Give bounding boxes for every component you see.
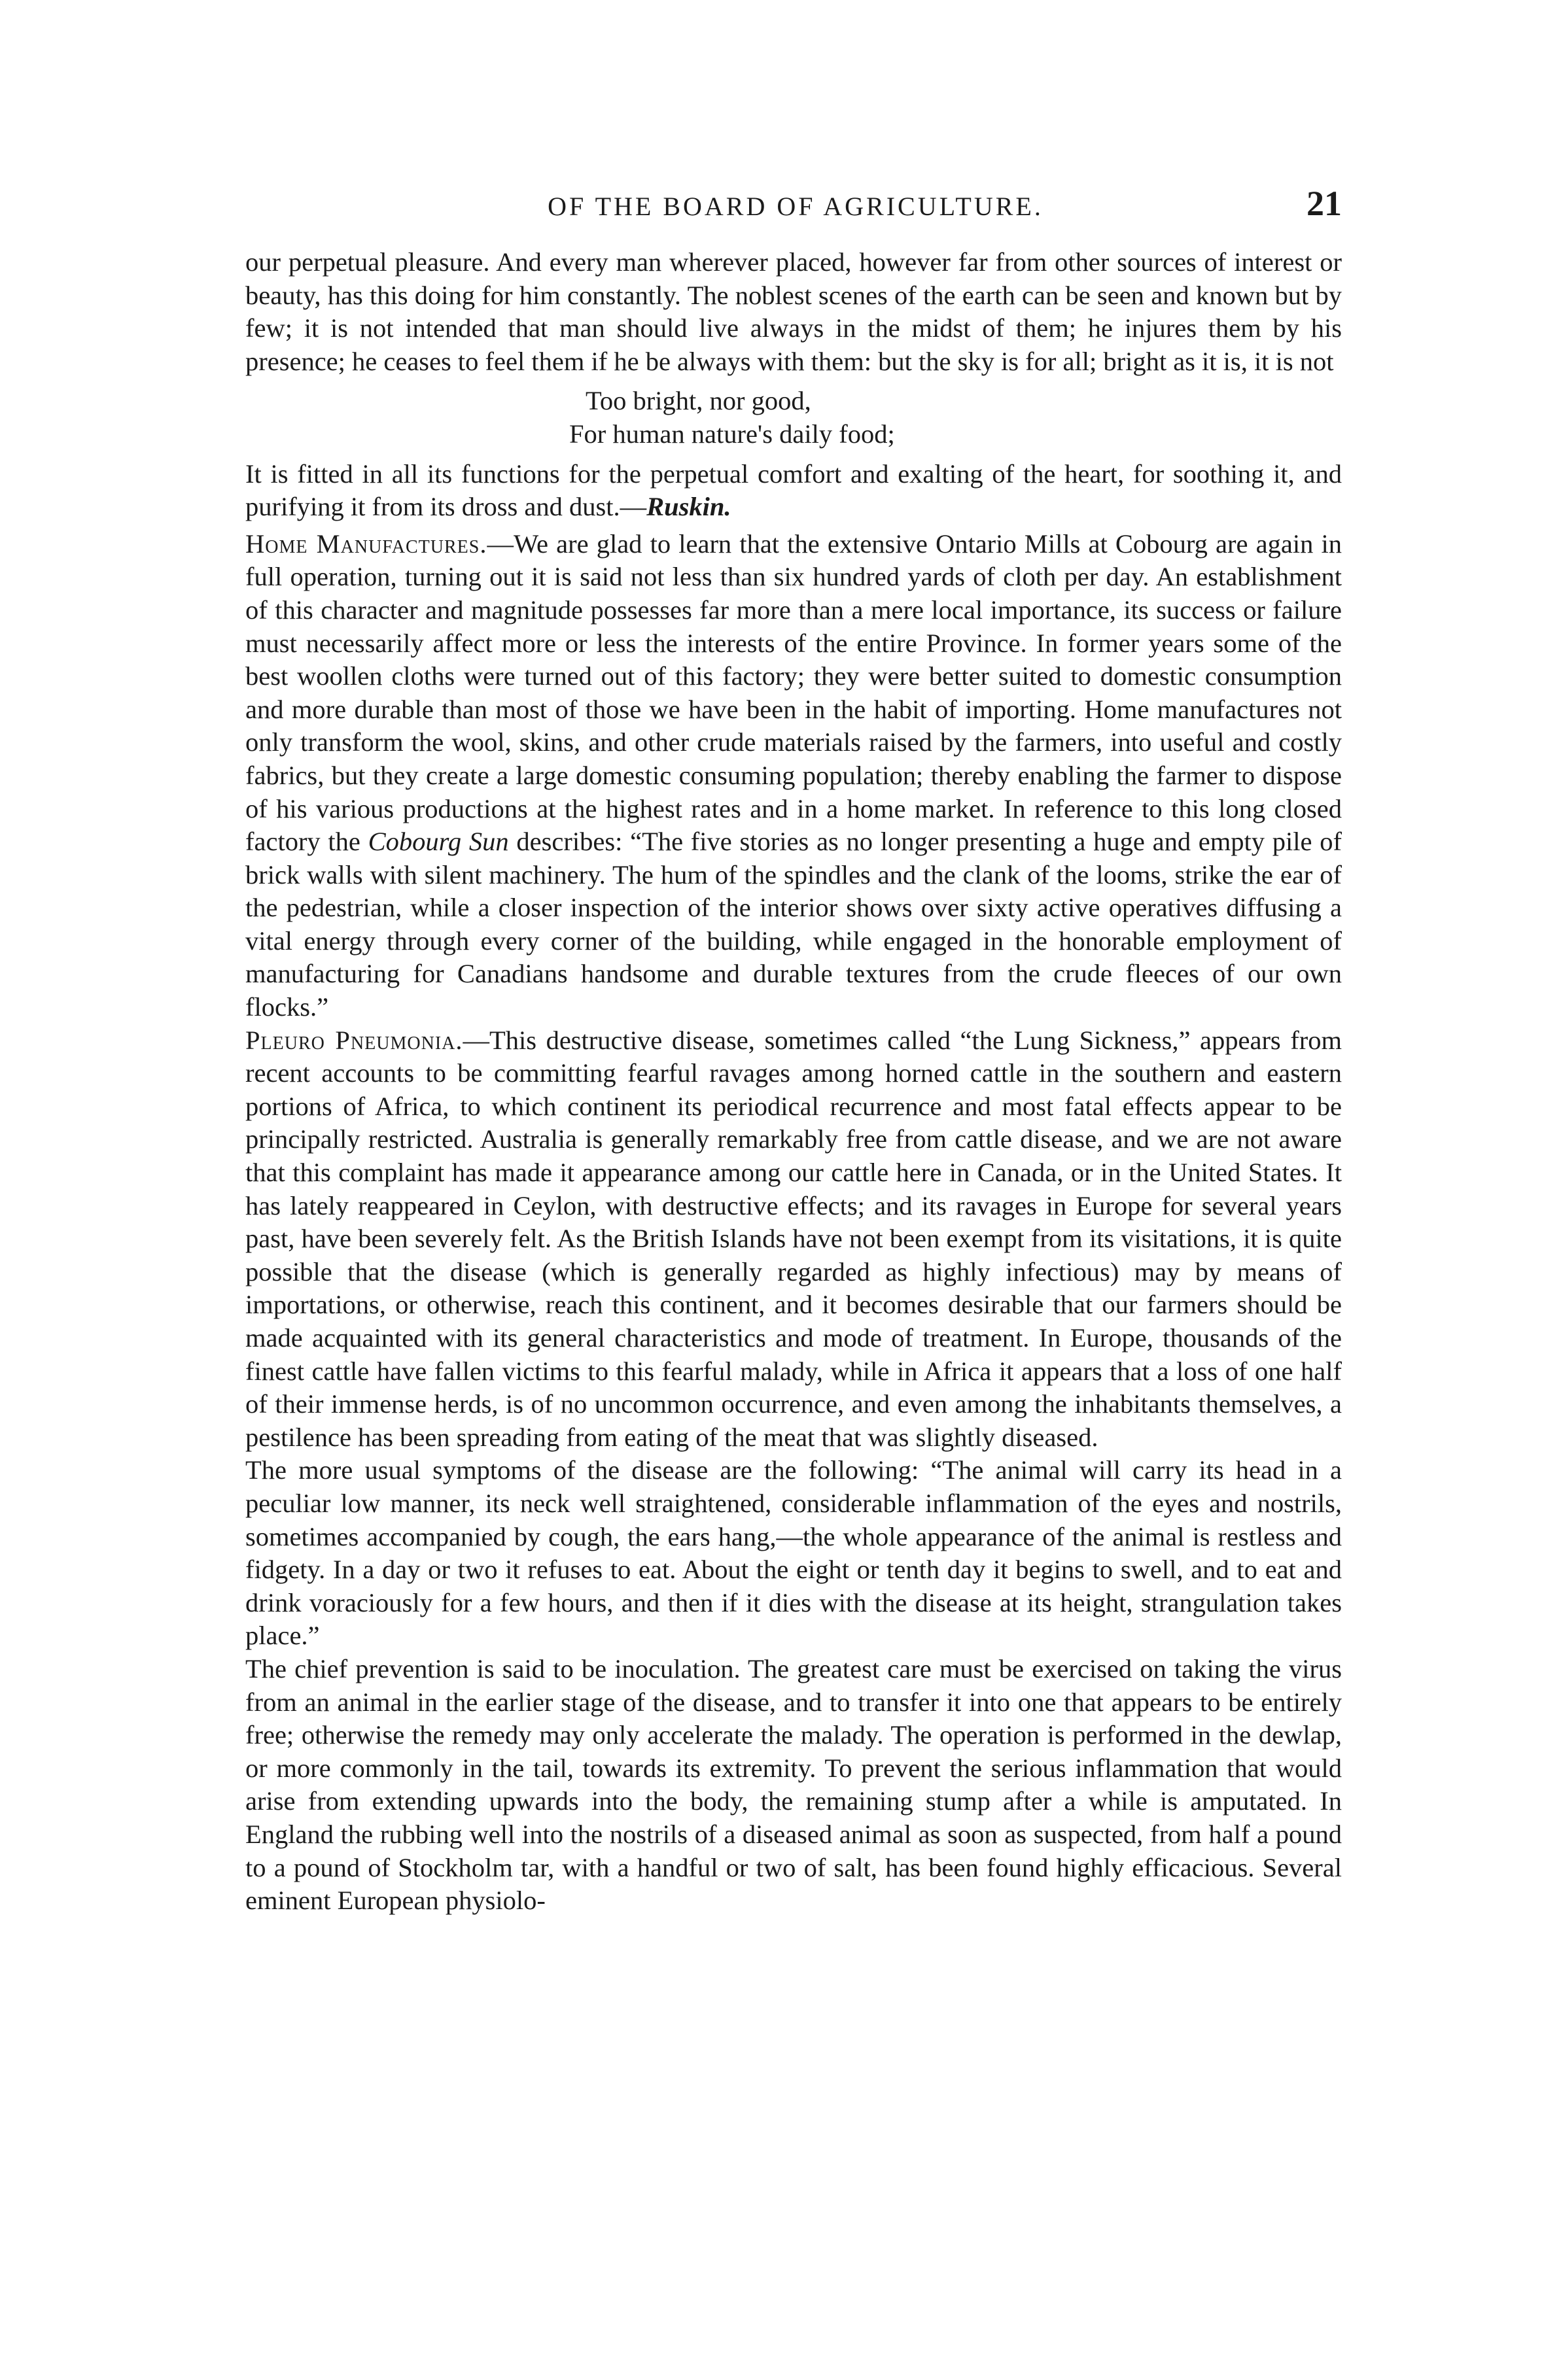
page-number: 21 bbox=[1307, 184, 1342, 223]
verse-line-1: Too bright, nor good, bbox=[586, 386, 811, 416]
verse-line-2: For human nature's daily food; bbox=[569, 419, 895, 449]
running-title: OF THE BOARD OF AGRICULTURE. bbox=[548, 192, 1044, 221]
home-manufactures-text-b: describes: “The five stories as no longer presenting a huge and empty pile of brick walls with silent machinery. The hum of the spindles and the clank of the looms, strike the ear of the pedestrian, while a closer inspection of the interior shows over sixty active operatives diffusing a vital energy through every corner of the building, while engaged in the honorable employment of manufacturing for Canadians handsome and durable textures from the crude fleeces of our own flocks.” bbox=[245, 827, 1342, 1022]
verse-quote bbox=[245, 385, 1342, 451]
pleuro-pneumonia-paragraph bbox=[245, 1024, 1342, 1455]
ruskin-attribution: Ruskin. bbox=[646, 492, 731, 522]
pleuro-pneumonia-text: —This destructive disease, sometimes called “the Lung Sickness,” appears from recent accounts to be committing fearful ravages among horned cattle in the southern and eastern portions of Africa, to which continent its periodical recurrence and most fatal effects appear to be principally restricted. Australia is generally remarkably free from cattle disease, and we are not aware that this complaint has made it appearance among our cattle here in Canada, or in the United States. It has lately reappeared in Ceylon, with destructive effects; and its ravages in Europe for several years past, have been severely felt. As the British Islands have not been exempt from its visitations, it is quite possible that the disease (which is generally regarded as highly infectious) may by means of importations, or otherwise, reach this continent, and it becomes desirable that our farmers should be made acquainted with its general characteristics and mode of treatment. In Europe, thousands of the finest cattle have fallen victims to this fearful malady, while in Africa it appears that a loss of one half of their immense herds, is of no uncommon occurrence, and even among the inhabitants themselves, a pestilence has been spreading from eating of the meat that was slightly diseased. bbox=[245, 1025, 1342, 1452]
ruskin-conclusion bbox=[245, 458, 1342, 524]
symptoms-paragraph: The more usual symptoms of the disease are the following: “The animal will carry its head in a peculiar low manner, its neck well straightened, considerable inflammation of the eyes and nostrils, sometimes accompanied by cough, the ears hang,—the whole appearance of the animal is restless and fidgety. In a day or two it refuses to eat. About the eight or tenth day it begins to swell, and to eat and drink voraciously for a few hours, and then if it dies with the disease at its height, strangulation takes place.” bbox=[245, 1455, 1342, 1651]
cobourg-sun-title: Cobourg Sun bbox=[368, 827, 509, 857]
home-manufactures-text-a: —We are glad to learn that the extensive Ontario Mills at Cobourg are again in full operation, turning out it is said not less than six hundred yards of cloth per day. An establishment of this character and magnitude possesses far more than a mere local importance, its success or failure must necessarily affect more or less the interests of the entire Province. In former years some of the best woollen cloths were turned out of this factory; they were better suited to domestic consumption and more durable than most of those we have been in the habit of importing. Home manufactures not only transform the wool, skins, and other crude materials raised by the farmers, into useful and costly fabrics, but they create a large domestic consuming population; thereby enabling the farmer to dispose of his various productions at the highest rates and in a home market. In reference to this long closed factory the bbox=[245, 528, 1342, 857]
home-manufactures-heading: Home Manufactures. bbox=[245, 528, 487, 559]
prevention-paragraph: The chief prevention is said to be inoculation. The greatest care must be exercised on taking the virus from an animal in the earlier stage of the disease, and to transfer it into one that appears to be entirely free; otherwise the remedy may only accelerate the malady. The operation is performed in the dewlap, or more commonly in the tail, towards its extremity. To prevent the serious inflammation that would arise from extending upwards into the body, the remaining stump after a while is amputated. In England the rubbing well into the nostrils of a diseased animal as soon as suspected, from half a pound to a pound of Stockholm tar, with a handful or two of salt, has been found highly efficacious. Several eminent European physiolo- bbox=[245, 1653, 1342, 1916]
page-header bbox=[245, 183, 1342, 224]
pleuro-pneumonia-heading: Pleuro Pneumonia. bbox=[245, 1025, 463, 1055]
ruskin-conclusion-text: It is fitted in all its functions for the perpetual comfort and exalting of the heart, for soothing it, and purifying it from its dross and dust.— bbox=[245, 458, 1342, 522]
home-manufactures-paragraph bbox=[245, 528, 1342, 1024]
ruskin-paragraph: our perpetual pleasure. And every man wherever placed, however far from other sources of interest or beauty, has this doing for him constantly. The noblest scenes of the earth can be seen and known but by few; it is not intended that man should live always in the midst of them; he injures them by his presence; he ceases to feel them if he be always with them: but the sky is for all; bright as it is, it is not bbox=[245, 247, 1342, 376]
